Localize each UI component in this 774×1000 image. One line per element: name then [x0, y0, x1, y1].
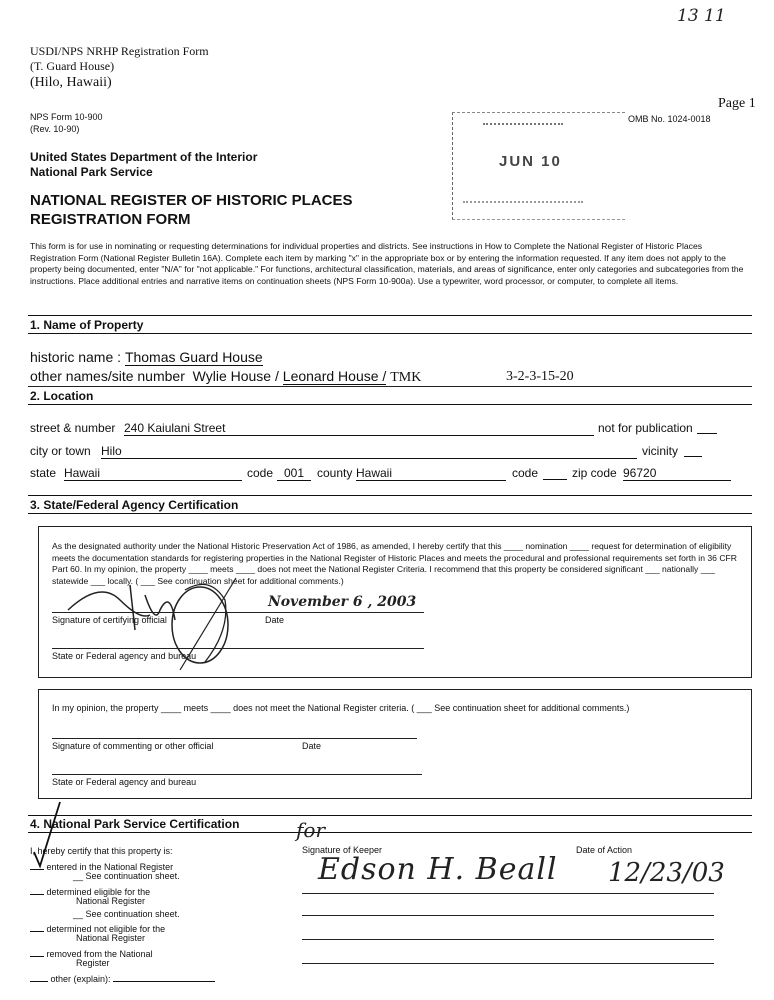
other-names-label: other names/site number	[30, 368, 185, 384]
state-value: Hawaii	[64, 466, 242, 481]
received-stamp-date: JUN 10	[499, 153, 562, 170]
agency-bureau2-label: State or Federal agency and bureau	[52, 777, 197, 787]
certifying-official-signature	[60, 570, 250, 670]
state-code-label: code	[247, 466, 274, 480]
tmk-label: TMK	[390, 370, 422, 385]
form-number: NPS Form 10-900	[30, 112, 103, 122]
commenting-date-label: Date	[302, 741, 322, 751]
instructions-paragraph: This form is for use in nominating or requesting determinations for individual properties and districts. See instructions in How to Complete the National Register of Historic Places Registration Form (National Register Bulletin 16A). Complete each item by marking "x" in the appropriate box or by entering the information requested. If any item does not apply to the property being documented, enter "N/A" for "not applicable." For functions, architectural classification, materials, and areas of significance, enter only categories and subcategories from the instructions. Place additional entries and narrative items on continuation sheets (NPS Form 10-900a). Use a typewriter, word processor, or computer, to complete all items.	[30, 241, 744, 286]
other-option: other (explain):	[50, 974, 111, 984]
eligible-option: determined eligible for the	[46, 887, 151, 897]
entered-option: entered in the National Register	[46, 862, 174, 872]
state-label: state	[30, 466, 57, 480]
handwritten-reference-number: 13 11	[677, 6, 726, 26]
other-names-value2: Leonard House /	[282, 368, 387, 384]
keeper-signature-label: Signature of Keeper	[302, 845, 383, 855]
handwritten-certification-date: November 6 , 2003	[268, 594, 417, 610]
zip-label: zip code	[572, 466, 617, 480]
certification-statement: As the designated authority under the National Historic Preservation Act of 1986, as amended, I hereby certify that this ____ nomination ____ request for determination of eligibility meets the documentation standards for registering properties in the National Register of Historic Places and meets the procedural and professional requirements set forth in 36 CFR Part 60. In my opinion, the property ____ meets ____ does not meet the National Register Criteria. I recommend that this property be considered significant ___ nationally ___ statewide ___ locally. ( ___ See continuation sheet for additional comments.)	[52, 541, 737, 586]
historic-name-label: historic name :	[30, 349, 122, 365]
city-label: city or town	[30, 444, 91, 458]
agency-bureau-label: State or Federal agency and bureau	[52, 651, 197, 661]
date-of-action-value: 12/23/03	[608, 858, 725, 888]
removed-option-line2: Register	[76, 958, 110, 968]
eligible-continuation: __ See continuation sheet.	[73, 909, 180, 919]
form-header-line2: (T. Guard House)	[30, 59, 115, 73]
county-code-label: code	[512, 466, 539, 480]
section4-heading: 4. National Park Service Certification	[30, 817, 240, 831]
for-note: for	[296, 818, 326, 842]
form-header-line3: (Hilo, Hawaii)	[30, 75, 112, 90]
tmk-value: 3-2-3-15-20	[506, 369, 574, 384]
not-for-publication-label: not for publication	[598, 421, 693, 435]
entered-continuation: __ See continuation sheet.	[73, 871, 180, 881]
not-eligible-option: determined not eligible for the	[46, 924, 166, 934]
page-label: Page 1	[718, 96, 756, 111]
entered-checkmark	[30, 800, 70, 872]
department-name: United States Department of the Interior	[30, 150, 258, 164]
form-header-line1: USDI/NPS NRHP Registration Form	[30, 44, 209, 58]
state-code-value: 001	[277, 466, 311, 481]
certifying-date-label: Date	[265, 615, 285, 625]
service-name: National Park Service	[30, 165, 153, 179]
nps-certify-statement: I, hereby certify that this property is:	[30, 846, 173, 856]
street-label: street & number	[30, 421, 116, 435]
form-title-line1: NATIONAL REGISTER OF HISTORIC PLACES	[30, 192, 353, 209]
section3-heading: 3. State/Federal Agency Certification	[30, 498, 239, 512]
commenting-signature-label: Signature of commenting or other official	[52, 741, 214, 751]
removed-option: removed from the National	[46, 949, 153, 959]
opinion-statement: In my opinion, the property ____ meets ____ does not meet the National Register criteria. ( ___ See continuation sheet for additional comments.)	[52, 703, 630, 713]
form-revision: (Rev. 10-90)	[30, 124, 80, 134]
historic-name-value: Thomas Guard House	[124, 349, 263, 365]
vicinity-label: vicinity	[642, 444, 679, 458]
received-stamp	[452, 112, 625, 220]
section1-heading: 1. Name of Property	[30, 318, 144, 332]
date-of-action-label: Date of Action	[576, 845, 633, 855]
omb-number: OMB No. 1024-0018	[628, 114, 711, 124]
county-value: Hawaii	[356, 466, 506, 481]
certifying-signature-label: Signature of certifying official	[52, 615, 167, 625]
other-names-value1: Wylie House /	[192, 368, 279, 384]
section2-heading: 2. Location	[30, 389, 94, 403]
street-value: 240 Kaiulani Street	[124, 421, 594, 436]
eligible-option-line2: National Register	[76, 896, 146, 906]
keeper-signature: Edson H. Beall	[318, 852, 558, 887]
not-eligible-option-line2: National Register	[76, 933, 146, 943]
county-label: county	[317, 466, 353, 480]
form-title-line2: REGISTRATION FORM	[30, 211, 191, 228]
zip-value: 96720	[623, 466, 731, 481]
city-value: Hilo	[101, 444, 637, 459]
